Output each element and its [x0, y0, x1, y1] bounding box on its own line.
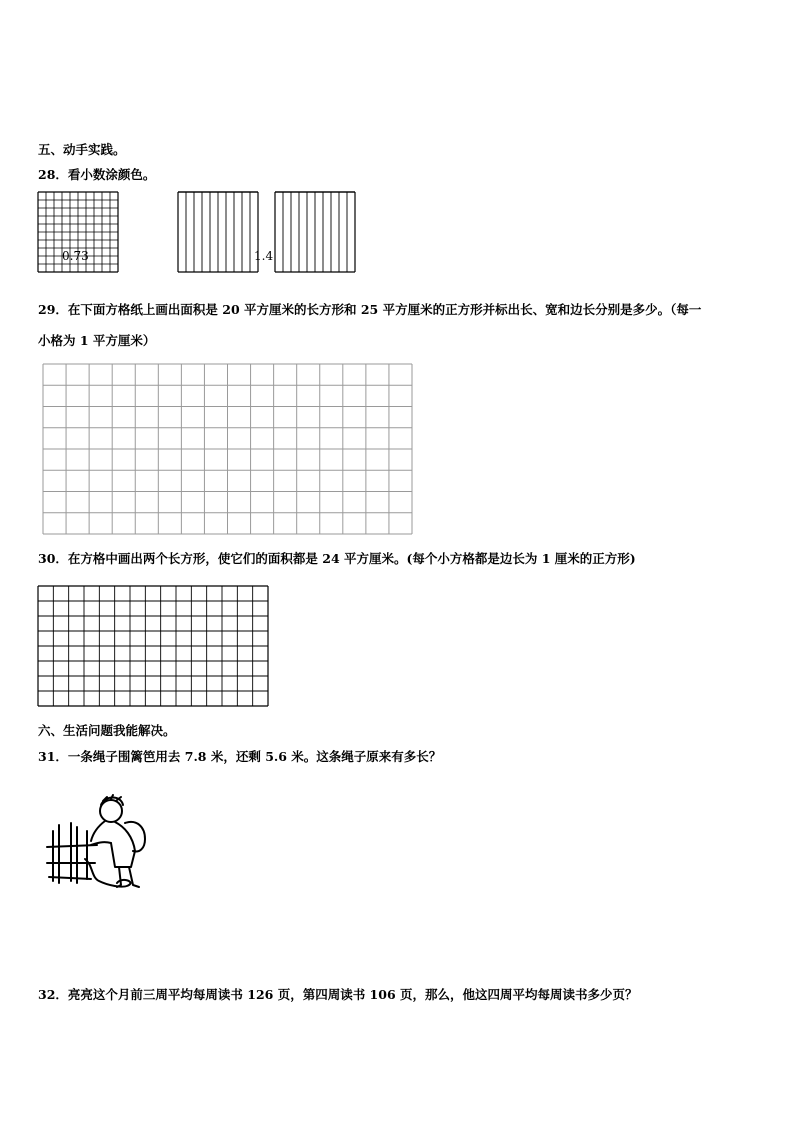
question-32: 32．亮亮这个月前三周平均每周读书 126 页，第四周读书 106 页，那么，他这四周平均每周读书多少页？ [38, 987, 638, 1002]
tenths-grid-1 [178, 192, 258, 272]
question-31: 31．一条绳子围篱笆用去 7.8 米，还剩 5.6 米。这条绳子原来有多长？ [38, 749, 442, 764]
question-29-line-1: 29．在下面方格纸上画出面积是 20 平方厘米的长方形和 25 平方厘米的正方形并标出长、宽和边长分别是多少。（每一 [38, 302, 702, 317]
decimal-label-1-4: 1.4 [254, 249, 274, 263]
section-title-6: 六、生活问题我能解决。 [38, 723, 176, 738]
section-title-5: 五、动手实践。 [38, 142, 126, 157]
question-29-line-2: 小格为 1 平方厘米） [38, 333, 156, 348]
question-30: 30．在方格中画出两个长方形，使它们的面积都是 24 平方厘米。(每个小方格都是边长为 1 厘米的正方形) [38, 551, 636, 566]
decimal-label-0-73: 0.73 [62, 249, 89, 263]
square-grid-paper-q29 [43, 364, 412, 534]
child-fence-illustration [45, 793, 165, 893]
tenths-grid-2 [275, 192, 355, 272]
square-grid-q30 [38, 586, 268, 706]
question-28: 28．看小数涂颜色。 [38, 167, 156, 182]
